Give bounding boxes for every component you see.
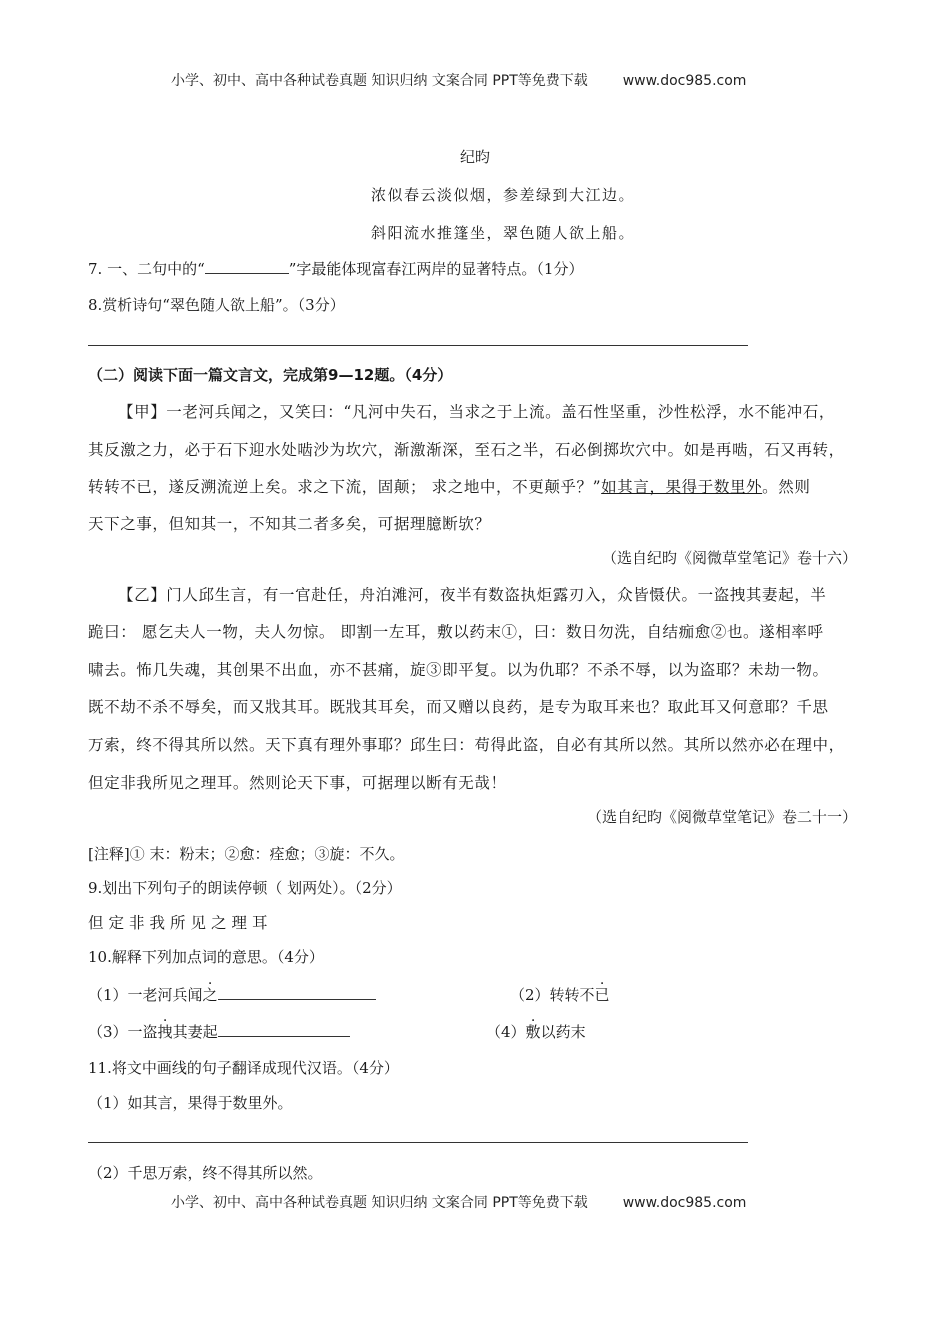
poem-line-2: 斜阳流水推篷坐，翠色随人欲上船。: [371, 224, 636, 242]
passage-yi-line: 但定非我所见之理耳。然则论天下事，可据理以断有无哉！: [88, 774, 507, 792]
q10-item-3: （3）一盗拽其妻起: [88, 1021, 350, 1042]
passage-jia-line: 天下之事，但知其一，不知其二者多矣，可据理臆断欤？: [88, 515, 491, 533]
passage-yi-line: 【乙】门人邱生言，有一官赴任，舟泊滩河，夜半有数盗执炬露刃入，众皆慑伏。一盗拽其妻起，半: [118, 586, 827, 604]
answer-blank[interactable]: [218, 1022, 350, 1037]
page-footer: [171, 1192, 746, 1212]
header-site: www.doc985.com: [622, 73, 747, 89]
passage-jia-line: 【甲】一老河兵闻之，又笑曰：“凡河中失石，当求之于上流。盖石性坚重，沙性松浮，水不能冲石，: [118, 403, 835, 421]
question-9: 9.划出下列句子的朗读停顿（ 划两处）。（2分）: [88, 879, 402, 897]
answer-blank[interactable]: [218, 985, 376, 1000]
question-10: 10.解释下列加点词的意思。（4分）: [88, 948, 324, 966]
answer-blank[interactable]: [205, 259, 289, 274]
q10-item-1: （1）一老河兵闻之: [88, 984, 376, 1005]
header-text: 小学、初中、高中各种试卷真题 知识归纳 文案合同 PPT等免费下载: [171, 73, 588, 89]
dotted-word: 拽: [157, 1023, 173, 1041]
footer-text: 小学、初中、高中各种试卷真题 知识归纳 文案合同 PPT等免费下载: [171, 1195, 588, 1211]
annotation-notes: [注释]① 末：粉末；②愈：痊愈；③旋：不久。: [88, 845, 405, 863]
dotted-word: 已: [594, 986, 610, 1004]
q10-item-2: （2）转转不已: [510, 986, 610, 1004]
passage-yi-line: 啸去。怖几失魂，其创果不出血，亦不甚痛，旋③即平复。以为仇耶？不杀不辱，以为盗耶？未劫一物。: [88, 661, 829, 679]
poem-author: 纪昀: [460, 148, 491, 166]
passage-yi-line: 跪曰： 愿乞夫人一物，夫人勿惊。 即割一左耳，敷以药末①，曰：数日勿洗，自结痂愈②也。遂相率呼: [88, 623, 824, 641]
passage-jia-line: 其反激之力，必于石下迎水处啮沙为坎穴，渐激渐深，至石之半，石必倒掷坎穴中。如是再啮，石又再转，: [88, 441, 845, 459]
answer-line[interactable]: [88, 1142, 748, 1143]
page-header: [171, 70, 746, 90]
pause-sentence: 但定非我所见之理耳: [88, 914, 273, 932]
question-7: 7. 一、二句中的“ ”字最能体现富春江两岸的显著特点。（1分）: [88, 260, 584, 278]
answer-line[interactable]: [88, 345, 748, 346]
source-citation: （选自纪昀《阅微草堂笔记》卷十六）: [601, 549, 857, 567]
dotted-word: 敷: [525, 1023, 541, 1041]
passage-yi-line: 既不劫不杀不辱矣，而又戕其耳。既戕其耳矣，而又赠以良药，是专为取耳来也？取此耳又何意耶？千思: [88, 698, 829, 716]
passage-jia-line: 转转不已，遂反溯流逆上矣。求之下流，固颠； 求之地中，不更颠乎？”如其言，果得于数里外。然则: [88, 478, 811, 496]
source-citation: （选自纪昀《阅微草堂笔记》卷二十一）: [586, 808, 857, 826]
poem-line-1: 浓似春云淡似烟，参差绿到大江边。: [371, 186, 636, 204]
q11-part-2: （2）千思万索，终不得其所以然。: [88, 1164, 323, 1182]
section-title: （二）阅读下面一篇文言文，完成第9—12题。（4分）: [88, 366, 453, 384]
question-8: 8.赏析诗句“翠色随人欲上船”。（3分）: [88, 296, 345, 314]
underlined-sentence: 如其言，果得于数里外: [601, 478, 763, 496]
footer-site: www.doc985.com: [622, 1195, 747, 1211]
q11-part-1: （1）如其言，果得于数里外。: [88, 1094, 293, 1112]
dotted-word: 之: [202, 986, 218, 1004]
q10-item-4: （4）敷以药末: [486, 1023, 586, 1041]
question-11: 11.将文中画线的句子翻译成现代汉语。（4分）: [88, 1059, 399, 1077]
passage-yi-line: 万索，终不得其所以然。天下真有理外事耶？邱生曰：苟得此盗，自必有其所以然。其所以然亦必在理中，: [88, 736, 845, 754]
